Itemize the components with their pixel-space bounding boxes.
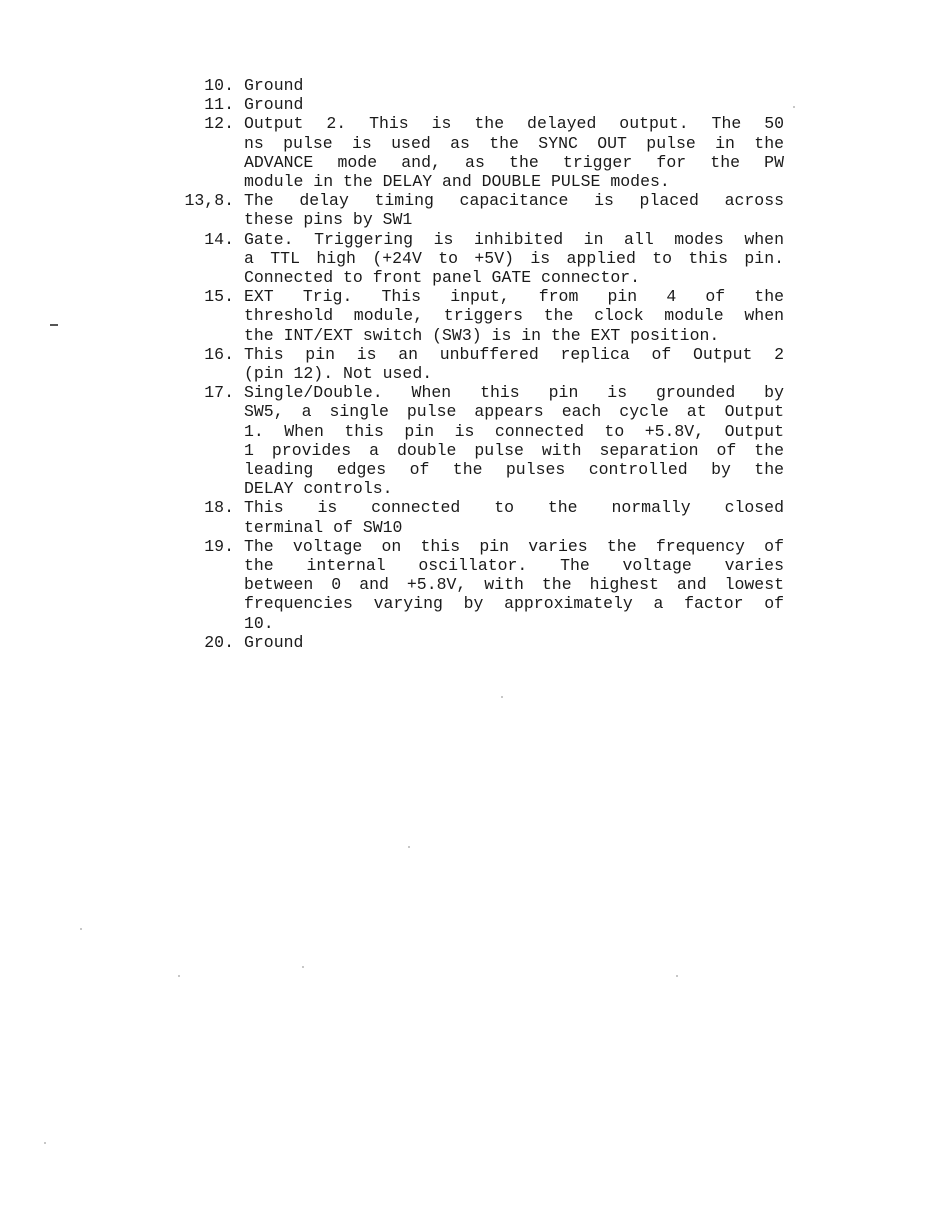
pin-number: 15.: [204, 287, 234, 307]
pin-description-line: these pins by SW1: [244, 210, 413, 230]
pin-description: [244, 498, 784, 536]
pin-entry: [150, 230, 810, 288]
pin-entry: [150, 287, 810, 345]
pin-description-line: Gate. Triggering is inhibited in all modes when: [244, 229, 784, 249]
pin-entry: [150, 345, 810, 383]
pin-description: [244, 95, 784, 114]
margin-dash-mark: [50, 324, 58, 326]
pin-description: [244, 114, 784, 191]
pin-description-line: the INT/EXT switch (SW3) is in the EXT position.: [244, 325, 720, 345]
pin-entry: [150, 498, 810, 536]
pin-description-line: between 0 and +5.8V, with the highest and lowest: [244, 575, 784, 595]
pin-description-line: the internal oscillator. The voltage varies: [244, 556, 784, 576]
pin-description-line: 10.: [244, 613, 274, 633]
scan-speck: [501, 696, 503, 698]
pin-description: [244, 537, 784, 633]
pin-number: 11.: [204, 95, 234, 115]
pin-description-line: Single/Double. When this pin is grounded by: [244, 383, 784, 403]
pin-description-line: module in the DELAY and DOUBLE PULSE modes.: [244, 172, 670, 192]
pin-description-line: The delay timing capacitance is placed across: [244, 191, 784, 211]
pin-description-line: 1 provides a double pulse with separation of the: [244, 440, 784, 460]
pin-number: 16.: [204, 344, 234, 364]
pin-description: [244, 76, 784, 95]
pin-description: [244, 383, 784, 498]
pin-number: 20.: [204, 632, 234, 652]
pin-description-line: EXT Trig. This input, from pin 4 of the: [244, 287, 784, 307]
pin-description-line: This pin is an unbuffered replica of Output 2: [244, 344, 784, 364]
scan-speck: [44, 1142, 46, 1144]
pin-description-line: terminal of SW10: [244, 517, 403, 537]
scan-speck: [408, 846, 410, 848]
pin-description-line: Connected to front panel GATE connector.: [244, 268, 641, 288]
pin-description: [244, 230, 784, 288]
pin-number: 19.: [204, 536, 234, 556]
pin-number: 18.: [204, 498, 234, 518]
pin-entry: [150, 191, 810, 229]
pin-entry: [150, 383, 810, 498]
pin-entry: [150, 95, 810, 114]
pin-entry: [150, 76, 810, 95]
pin-description-line: Ground: [244, 95, 304, 115]
pin-description-line: Ground: [244, 632, 304, 652]
pin-description: [244, 633, 784, 652]
pin-entry: [150, 537, 810, 633]
pin-description-line: Ground: [244, 76, 304, 95]
scan-speck: [80, 928, 82, 930]
pin-description-list: [150, 76, 810, 652]
pin-number: 10.: [204, 76, 234, 95]
pin-description-line: The voltage on this pin varies the frequency of: [244, 536, 784, 556]
pin-description-line: SW5, a single pulse appears each cycle at Output: [244, 402, 784, 422]
pin-description-line: DELAY controls.: [244, 479, 393, 499]
pin-description-line: Output 2. This is the delayed output. The 50: [244, 114, 784, 134]
pin-description-line: frequencies varying by approximately a factor of: [244, 594, 784, 614]
pin-description-line: threshold module, triggers the clock module when: [244, 306, 784, 326]
pin-number: 13,8.: [184, 191, 234, 211]
pin-description: [244, 191, 784, 229]
pin-description-line: This is connected to the normally closed: [244, 498, 784, 518]
pin-number: 14.: [204, 229, 234, 249]
pin-entry: [150, 114, 810, 191]
scan-speck: [302, 966, 304, 968]
pin-description: [244, 345, 784, 383]
scan-speck: [676, 975, 678, 977]
pin-description-line: a TTL high (+24V to +5V) is applied to this pin.: [244, 248, 784, 268]
pin-number: 17.: [204, 383, 234, 403]
scan-speck: [178, 975, 180, 977]
pin-description-line: leading edges of the pulses controlled by the: [244, 460, 784, 480]
pin-number: 12.: [204, 114, 234, 134]
pin-description-line: (pin 12). Not used.: [244, 364, 433, 384]
pin-entry: [150, 633, 810, 652]
pin-description-line: 1. When this pin is connected to +5.8V, Output: [244, 421, 784, 441]
pin-description-line: ns pulse is used as the SYNC OUT pulse in the: [244, 133, 784, 153]
pin-description-line: ADVANCE mode and, as the trigger for the PW: [244, 152, 784, 172]
pin-description: [244, 287, 784, 345]
